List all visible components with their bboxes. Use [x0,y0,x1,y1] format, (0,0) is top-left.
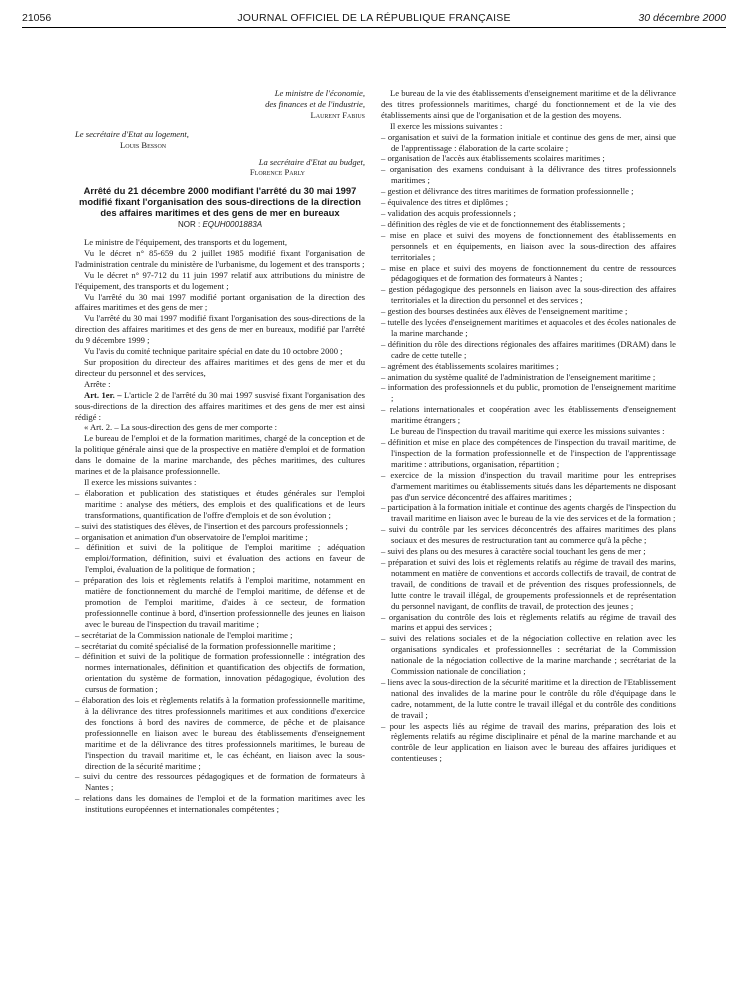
list-item: – pour les aspects liés au régime de travail des marins, préparation des lois et règlements relatifs au régime disciplinaire et pénal de la marine marchande et au contrôle de leur application en liaison avec le bureau des affaires juridiques et contentieuses ; [381,721,676,765]
list-item: – organisation des examens conduisant à la délivrance des titres professionnels maritimes ; [381,164,676,186]
visa: Vu l'avis du comité technique paritaire spécial en date du 10 octobre 2000 ; [84,346,343,357]
list-item: – gestion et délivrance des titres maritimes de formation professionnelle ; [381,186,676,197]
signature-sec-log: Le secrétaire d'Etat au logement, Louis Besson [75,129,365,151]
signatory-name: Louis Besson [120,139,167,150]
left-column [75,88,365,815]
list-item: – suivi du centre des ressources pédagogiques et de formation de formateurs à Nantes ; [75,771,365,793]
list-item: – préparation des lois et règlements relatifs à l'emploi maritime, notamment en matière de fonctionnement du marché de l'emploi maritime, de défense et de promotion de l'emploi maritime, d'aides à ce secteur, de formation professionnelle continue à bord, d'insertion professionnelle des jeunes en liaison avec le bureau de l'inspection du travail maritime ; [75,575,365,630]
list-item: – préparation et suivi des lois et règlements relatifs au régime de travail des marins, notamment en matière de conventions et accords collectifs de travail, de contrat de travail, de conditions de travail et de prévention des risques professionnels, de lutte contre le travail illégal, de groupements professionnels et de représentation du personnel navigant, de conflits de travail, de protection des jeunes ; [381,557,676,612]
list-item: – suivi des plans ou des mesures à caractère social touchant les gens de mer ; [381,546,676,557]
exerce-line: Il exerce les missions suivantes : [84,476,197,487]
list-item: – gestion des bourses destinées aux élèves de l'enseignement maritime ; [381,306,676,317]
exerce-line: Il exerce les missions suivantes : [390,120,503,131]
visa: Vu l'arrêté du 30 mai 1997 modifié fixant l'organisation des sous-directions de la direction des affaires maritimes et des gens de mer en bureaux, modifié par l'arrêté du 9 décembre 1999 ; [75,313,365,346]
list-item: – équivalence des titres et diplômes ; [381,197,676,208]
list-item: – exercice de la mission d'inspection du travail maritime pour les entreprises d'armement maritimes ou établissements situés dans les départements ne disposant pas d'un service déconcentré des affaires maritimes ; [381,470,676,503]
issue-date: 30 décembre 2000 [638,12,726,24]
list-item: – suivi des statistiques des élèves, de l'insertion et des parcours professionnels ; [75,521,365,532]
list-item: – organisation et suivi de la formation initiale et continue des gens de mer, ainsi que de l'apprentissage : élaboration de la carte scolaire ; [381,132,676,154]
missions-vie-list [381,132,676,426]
arrete-title: Arrêté du 21 décembre 2000 modifiant l'arrêté du 30 mai 1997 modifié fixant l'organisation des sous-directions de la direction des affaires maritimes et des gens de mer en bureaux [79,185,361,218]
list-item: – suivi des relations sociales et de la négociation collective en relation avec les organisations syndicales et professionnelles : secrétariat de la Commission nationale de la négociation collective de la marine marchande ; secrétariat de la Commission nationale de conciliation ; [381,633,676,677]
bureau-inspection: Le bureau de l'inspection du travail maritime qui exerce les missions suivantes : [390,426,665,437]
list-item: – organisation du contrôle des lois et règlements relatifs au régime de travail des marins et appui des services ; [381,612,676,634]
article-1: Art. 1er. – L'article 2 de l'arrêté du 30 mai 1997 susvisé fixant l'organisation des sous-directions de la direction des affaires maritimes et des gens de mer est ainsi rédigé : [75,389,365,422]
bureau-emploi: Le bureau de l'emploi et de la formation maritimes, chargé de la conception et de la politique générale ainsi que de la prospective en matière d'emploi et de formation dans le domaine de la marine marchande, des pêches maritimes, des cultures marines et de la plaisance professionnelle. [75,433,365,477]
list-item: – définition et suivi de la politique de l'emploi maritime ; adéquation emploi/formation, définition, suivi et évaluation des actions en faveur de l'emploi, évaluation de la politique de formation ; [75,542,365,575]
list-item: – mise en place et suivi des moyens de fonctionnement du centre de ressources pédagogiques et de formation des formateurs à Nantes ; [381,263,676,285]
list-item: – définition du rôle des directions régionales des affaires maritimes (DRAM) dans le cadre de cette tutelle ; [381,339,676,361]
visa: Le ministre de l'équipement, des transports et du logement, [84,237,287,248]
signatory-name: Laurent Fabius [310,109,365,120]
bureau-vie: Le bureau de la vie des établissements d'enseignement maritime et de la délivrance des titres professionnels maritimes, chargé du fonctionnement et de la vie des établissements ainsi que de l'organisation et de la gestion des moyens. [381,88,676,120]
missions-inspection-list [381,437,676,764]
right-column [381,88,676,764]
list-item: – participation à la formation initiale et continue des agents chargés de l'inspection du travail maritime en liaison avec le bureau de la vie des services et de la formation ; [381,502,676,524]
header-rule [22,27,726,28]
visa: Vu le décret n° 97-712 du 11 juin 1997 relatif aux attributions du ministre de l'équipement, des transports et du logement ; [75,269,365,291]
list-item: – gestion pédagogique des personnels en liaison avec la sous-direction des affaires territoriales et la direction du personnel et des services ; [381,284,676,306]
list-item: – suivi du contrôle par les services déconcentrés des affaires maritimes des plans sociaux et des mesures de restructuration tant au commerce qu'à la pêche ; [381,524,676,546]
arrete-word: Arrête : [84,378,111,389]
list-item: – définition des règles de vie et de fonctionnement des établissements ; [381,219,676,230]
list-item: – secrétariat du comité spécialisé de la formation professionnelle maritime ; [75,641,365,652]
list-item: – organisation de l'accès aux établissements scolaires maritimes ; [381,153,676,164]
visa: Vu l'arrêté du 30 mai 1997 modifié portant organisation de la direction des affaires maritimes et des gens de mer ; [75,291,365,313]
list-item: – validation des acquis professionnels ; [381,208,676,219]
list-item: – agrément des établissements scolaires maritimes ; [381,361,676,372]
signature-sec-bud: La secrétaire d'Etat au budget, Florence Parly [75,157,365,179]
nor-reference: NOR : EQUH0001883A [177,220,263,230]
list-item: – liens avec la sous-direction de la sécurité maritime et la direction de l'Etablissement national des invalides de la marine pour le contrôle du rôle d'équipage dans le cadre, notamment, de la lutte contre le travail illégal et du contrôle des conditions de travail ; [381,677,676,721]
list-item: – élaboration des lois et règlements relatifs à la formation professionnelle maritime, à la délivrance des titres professionnels maritimes et aux conditions d'exercice des fonctions à bord des navires de commerce, de pêche et de plaisance professionnelle en liaison avec le bureau des établissements d'enseignement maritime et de la délivrance des titres professionnels maritimes, le bureau de l'inspection du travail maritime et, le cas échéant, en liaison avec la sous-direction de la sécurité maritime ; [75,695,365,771]
journal-title: JOURNAL OFFICIEL DE LA RÉPUBLIQUE FRANÇAISE [237,12,511,24]
list-item: – animation du système qualité de l'administration de l'enseignement maritime ; [381,372,676,383]
list-item: – secrétariat de la Commission nationale de l'emploi maritime ; [75,630,365,641]
visa: Vu le décret n° 85-659 du 2 juillet 1985 modifié fixant l'organisation de l'administration centrale du ministère de l'urbanisme, du logement et des transports ; [75,247,365,269]
list-item: – relations internationales et coopération avec les établissements d'enseignement maritime étrangers ; [381,404,676,426]
signatory-name: Florence Parly [249,167,305,178]
article-2-intro: « Art. 2. – La sous-direction des gens de mer comporte : [84,422,278,433]
list-item: – relations dans les domaines de l'emploi et de la formation maritimes avec les institutions européennes et internationales compétentes ; [75,793,365,815]
signature-min-eco: Le ministre de l'économie, des finances et de l'industrie, Laurent Fabius [75,88,365,121]
list-item: – information des professionnels et du public, promotion de l'enseignement maritime ; [381,382,676,404]
list-item: – définition et mise en place des compétences de l'inspection du travail maritime, de l'inspection de la formation professionnelle et de l'inspection de l'apprentissage maritime : attributions, organisation, répartition ; [381,437,676,470]
list-item: – mise en place et suivi des moyens de fonctionnement des établissements en personnels et en équipements, en liaison avec la sous-direction des affaires territoriales ; [381,230,676,263]
list-item: – définition et suivi de la politique de formation professionnelle : intégration des normes internationales, définition et quantification des objectifs de formation, orientation du système de formation, innovation pédagogique, évolution des cursus de formation ; [75,651,365,695]
page-number: 21056 [22,12,52,24]
list-item: – organisation et animation d'un observatoire de l'emploi maritime ; [75,532,365,543]
list-item: – élaboration et publication des statistiques et études générales sur l'emploi maritime : analyse des métiers, des emplois et des qualifications et de leurs transformations, quantification de l'offre d'emplois et de son évolution ; [75,488,365,521]
missions-emploi-list [75,488,365,815]
visa: Sur proposition du directeur des affaires maritimes et des gens de mer et du directeur du personnel et des services, [75,357,365,378]
list-item: – tutelle des lycées d'enseignement maritimes et aquacoles et des écoles nationales de la marine marchande ; [381,317,676,339]
